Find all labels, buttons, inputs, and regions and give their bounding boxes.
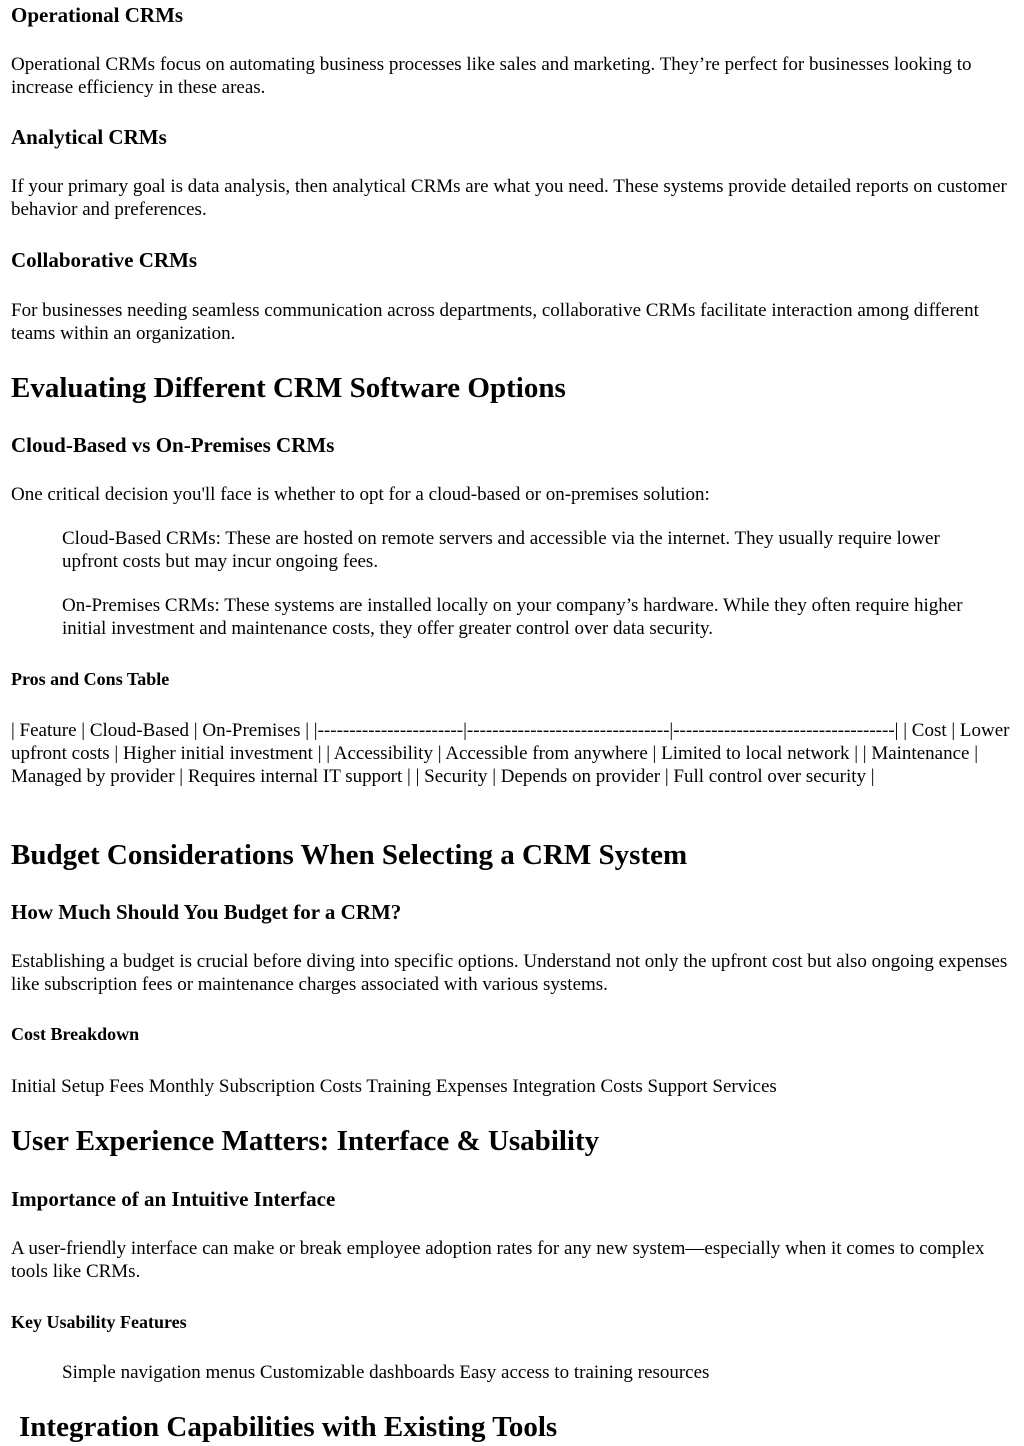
collaborative-crms-paragraph: For businesses needing seamless communication across departments, collaborative CRMs facilitate interaction among different teams within an organization. <box>11 300 979 344</box>
pros-cons-table-text: | Feature | Cloud-Based | On-Premises | |-----------------------|--------------------------------|-----------------------------------| | Cost | Lower upfront costs | Higher initial investment | | Accessibility | Accessible from anywhere | Limited to local network | | Maintenance | Managed by provider | Requires internal IT support | | Security | Depends on provider | Full control over security | <box>11 720 1010 787</box>
cost-breakdown-heading: Cost Breakdown <box>11 1024 140 1044</box>
key-usability-features-list: Simple navigation menus Customizable dashboards Easy access to training resources <box>62 1362 710 1383</box>
collaborative-crms-heading: Collaborative CRMs <box>11 248 198 272</box>
pros-cons-table-heading: Pros and Cons Table <box>11 669 170 689</box>
integration-capabilities-heading: Integration Capabilities with Existing Tools <box>19 1411 558 1443</box>
list-item-cloud-based: Cloud-Based CRMs: These are hosted on remote servers and accessible via the internet. They usually require lower upfront costs but may incur ongoing fees. <box>62 528 940 572</box>
key-usability-features-heading: Key Usability Features <box>11 1312 187 1332</box>
intuitive-interface-paragraph: A user-friendly interface can make or break employee adoption rates for any new system—especially when it comes to complex tools like CRMs. <box>11 1238 985 1282</box>
user-experience-heading: User Experience Matters: Interface & Usability <box>11 1125 600 1157</box>
cloud-vs-onprem-intro: One critical decision you'll face is whether to opt for a cloud-based or on-premises solution: <box>11 484 710 505</box>
evaluating-options-heading: Evaluating Different CRM Software Options <box>11 372 566 404</box>
analytical-crms-paragraph: If your primary goal is data analysis, then analytical CRMs are what you need. These systems provide detailed reports on customer behavior and preferences. <box>11 176 1007 220</box>
cost-breakdown-list: Initial Setup Fees Monthly Subscription Costs Training Expenses Integration Costs Support Services <box>11 1076 777 1097</box>
analytical-crms-heading: Analytical CRMs <box>11 125 167 149</box>
operational-crms-heading: Operational CRMs <box>11 3 184 27</box>
budget-question-heading: How Much Should You Budget for a CRM? <box>11 900 402 924</box>
budget-paragraph: Establishing a budget is crucial before diving into specific options. Understand not only the upfront cost but also ongoing expenses like subscription fees or maintenance charges associated with various systems. <box>11 951 1008 995</box>
budget-considerations-heading: Budget Considerations When Selecting a CRM System <box>11 839 688 871</box>
intuitive-interface-heading: Importance of an Intuitive Interface <box>11 1187 336 1211</box>
cloud-vs-onprem-heading: Cloud-Based vs On-Premises CRMs <box>11 433 335 457</box>
operational-crms-paragraph: Operational CRMs focus on automating business processes like sales and marketing. They’re perfect for businesses looking to increase efficiency in these areas. <box>11 54 972 98</box>
list-item-on-premises: On-Premises CRMs: These systems are installed locally on your company’s hardware. While they often require higher initial investment and maintenance costs, they offer greater control over data security. <box>62 595 963 639</box>
